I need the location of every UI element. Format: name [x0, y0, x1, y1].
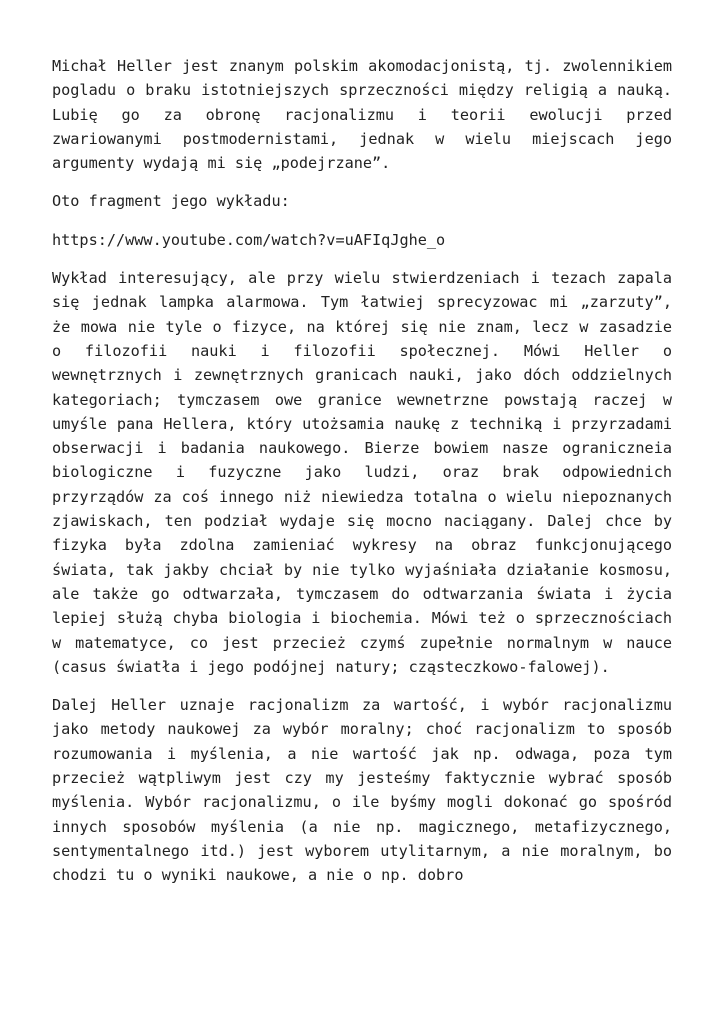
lecture-critique-paragraph: Wykład interesujący, ale przy wielu stwierdzeniach i tezach zapala się jednak lampka alarmowa. Tym łatwiej sprecyzowac mi „zarzuty”, że mowa nie tyle o fizyce, na której się nie znam, lecz w zasadzie o filozofii nauki i filozofii społecznej. Mówi Heller o wewnętrznych i zewnętrznych granicach nauki, jako dóch oddzielnych kategoriach; tymczasem owe granice wewnetrzne powstają raczej w umyśle pana Hellera, który utożsamia naukę z techniką i przyrzadami obserwacji i badania naukowego. Bierze bowiem nasze ograniczneia biologiczne i fuzyczne jako ludzi, oraz brak odpowiednich przyrządów za coś innego niż niewiedza totalna o wielu niepoznanych zjawiskach, ten podział wydaje się mocno naciągany. Dalej chce by fizyka była zdolna zamieniać wykresy na obraz funkcjonującego świata, tak jakby chciał by nie tylko wyjaśniała działanie kosmosu, ale także go odtwarzała, tymczasem do odtwarzania świata i życia lepiej służą chyba biologia i biochemia. Mówi też o sprzecznościach w matematyce, co jest przecież czymś zupełnie normalnym w nauce (casus światła i jego podójnej natury; cząsteczkowo-falowej). — [52, 269, 672, 676]
video-link-paragraph — [52, 228, 672, 252]
youtube-link[interactable]: https://www.youtube.com/watch?v=uAFIqJghe_o — [52, 230, 446, 249]
fragment-intro: Oto fragment jego wykładu: — [52, 192, 290, 211]
intro-paragraph: Michał Heller jest znanym polskim akomodacjonistą, tj. zwolennikiem pogladu o braku istotniejszych sprzeczności między religią a nauką. Lubię go za obronę racjonalizmu i teorii ewolucji przed zwariowanymi postmodernistami, jednak w wielu miejscach jego argumenty wydają mi się „podejrzane”. — [52, 57, 672, 173]
rationalism-paragraph: Dalej Heller uznaje racjonalizm za wartość, i wybór racjonalizmu jako metody naukowej za wybór moralny; choć racjonalizm to sposób rozumowania i myślenia, a nie wartość jak np. odwaga, poza tym przecież wątpliwym jest czy my jesteśmy faktycznie wybrać sposób myślenia. Wybór racjonalizmu, o ile byśmy mogli dokonać go spośród innych sposobów myślenia (a nie np. magicznego, metafizycznego, sentymentalnego itd.) jest wyborem utylitarnym, a nie moralnym, bo chodzi tu o wyniki naukowe, a nie o np. dobro — [52, 696, 672, 885]
article-body — [52, 54, 672, 902]
